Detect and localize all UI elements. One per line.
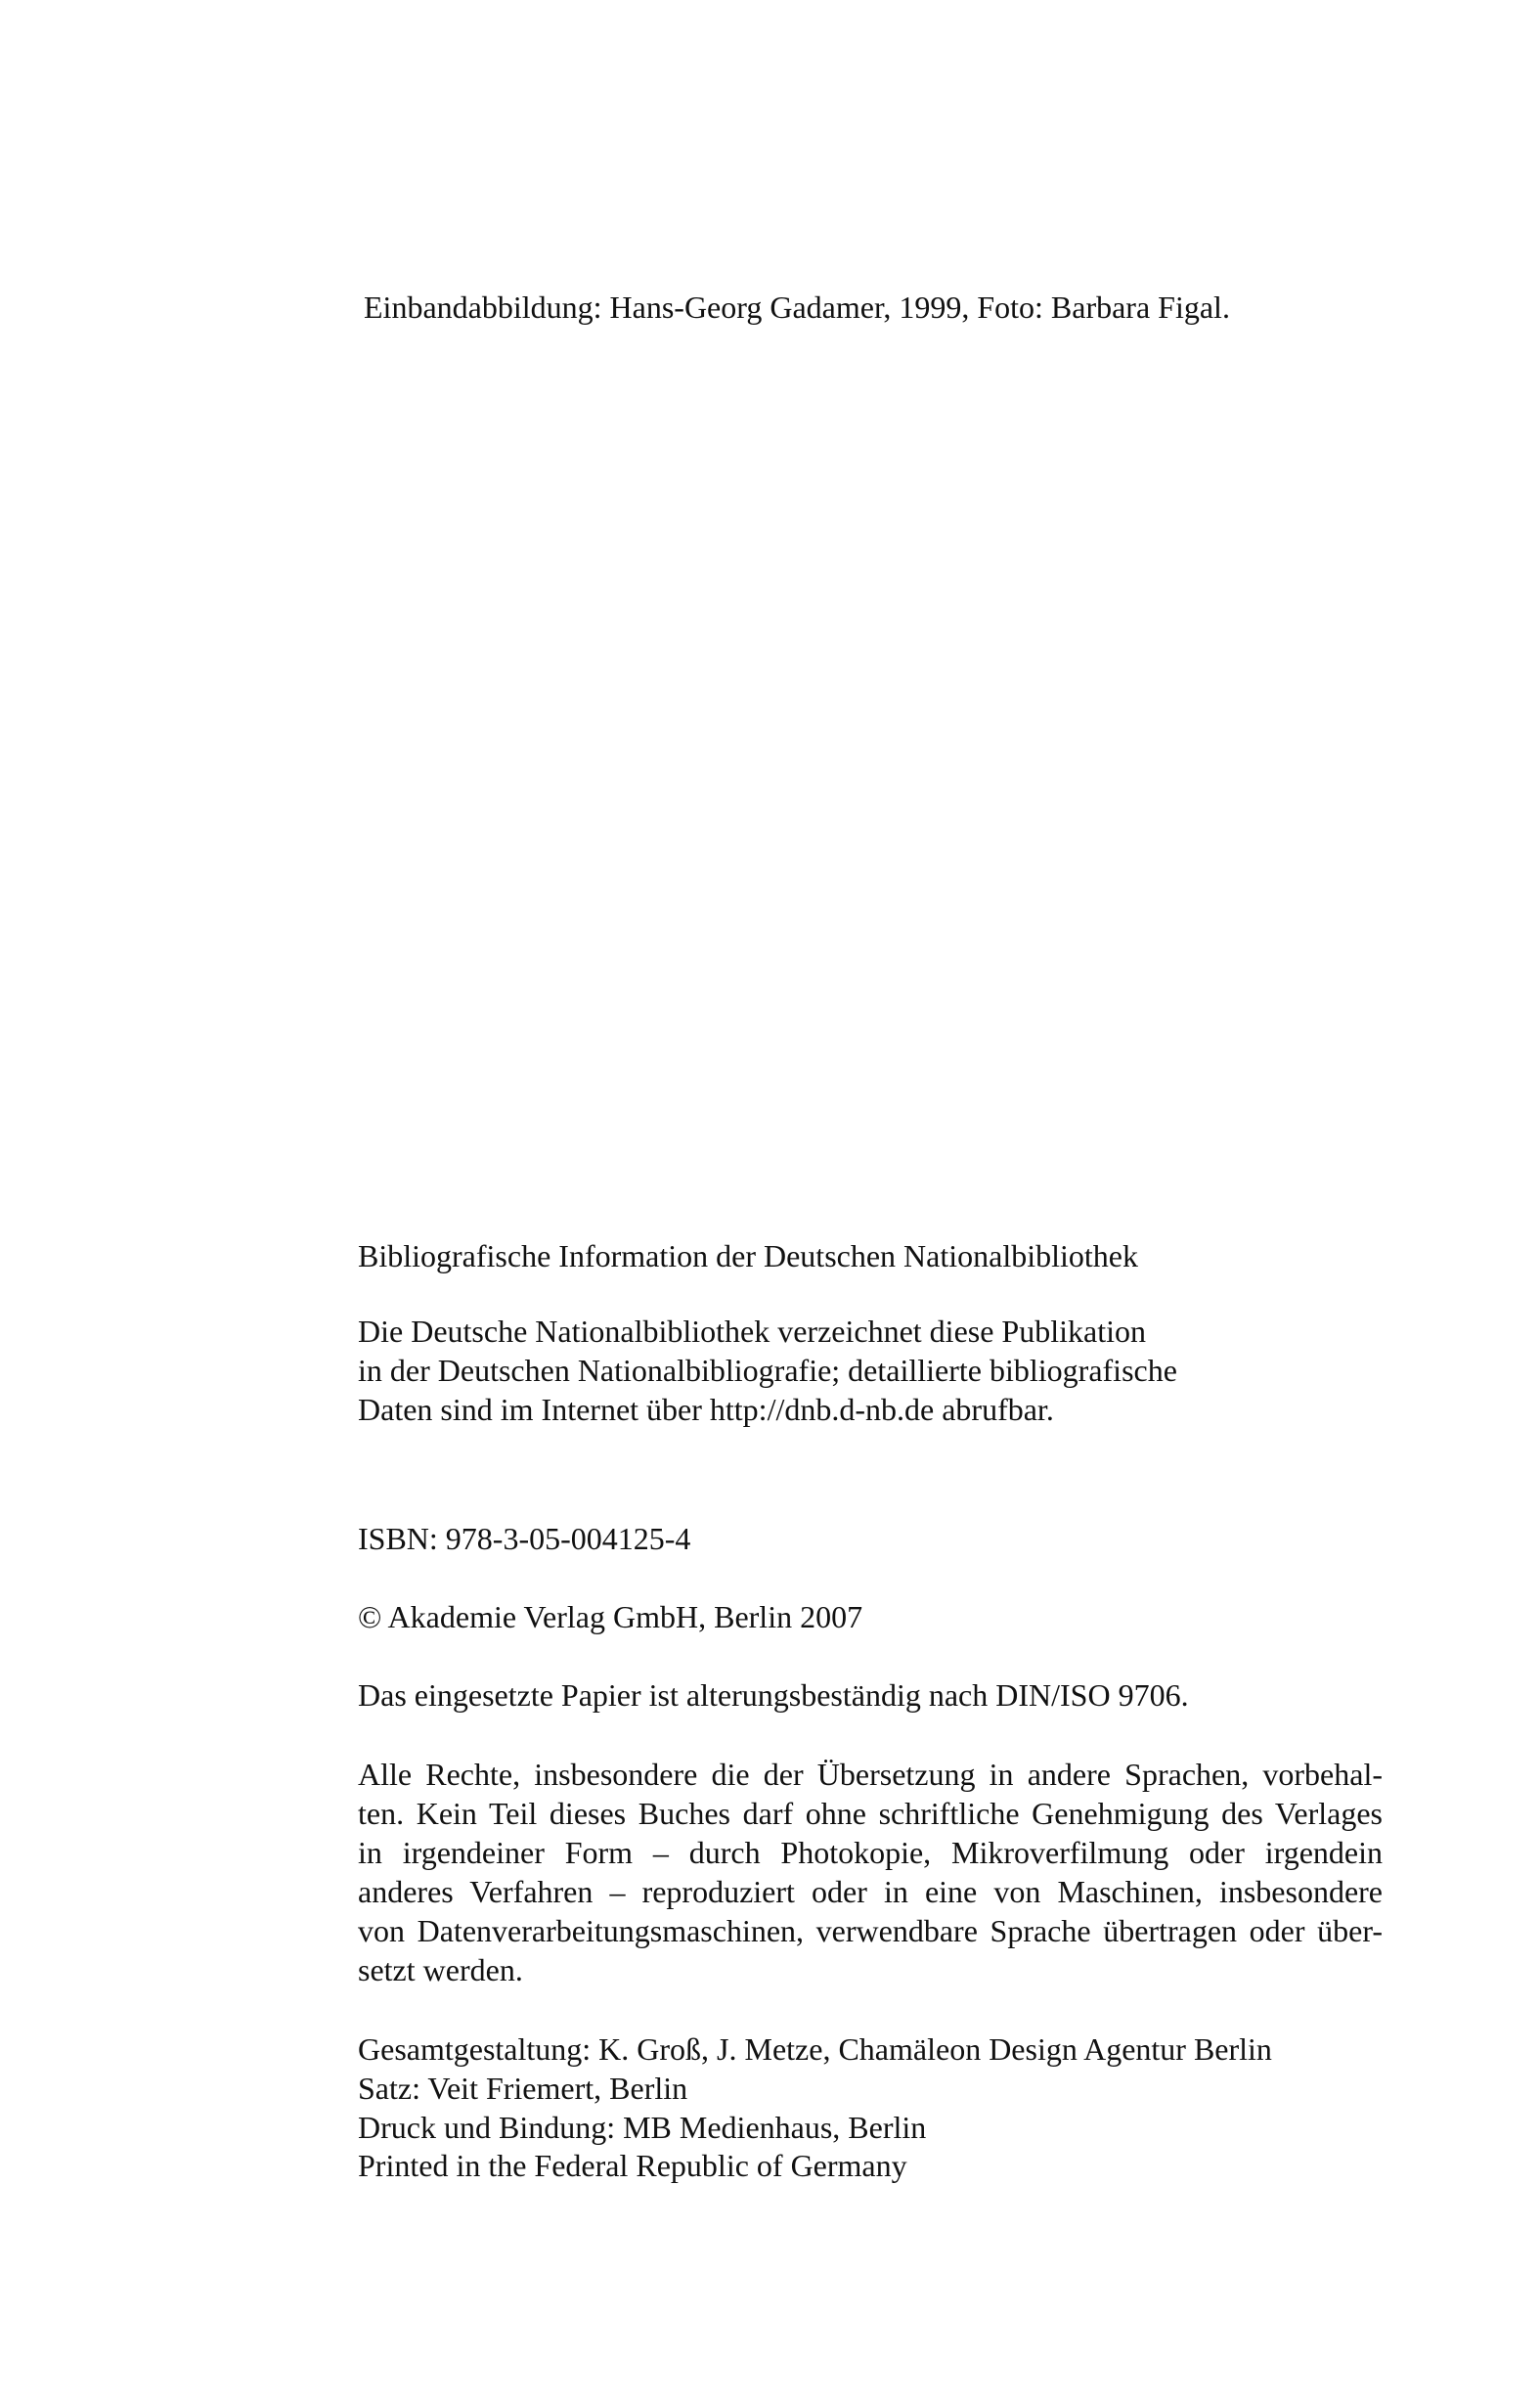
paper-note: Das eingesetzte Papier ist alterungsbeständig nach DIN/ISO 9706. bbox=[358, 1677, 1189, 1713]
rights-line: anderes Verfahren – reproduziert oder in eine von Maschinen, insbesondere bbox=[358, 1874, 1383, 1909]
bibliographic-info-heading: Bibliografische Information der Deutschen Nationalbibliothek bbox=[358, 1238, 1138, 1273]
bibliographic-line: Daten sind im Internet über http://dnb.d-nb.de abrufbar. bbox=[358, 1392, 1054, 1427]
bibliographic-line: in der Deutschen Nationalbibliografie; detaillierte bibliografische bbox=[358, 1353, 1177, 1388]
printing-credit: Druck und Bindung: MB Medienhaus, Berlin bbox=[358, 2110, 927, 2145]
rights-notice bbox=[358, 1755, 1383, 1989]
isbn: ISBN: 978-3-05-004125-4 bbox=[358, 1521, 691, 1556]
rights-line: setzt werden. bbox=[358, 1952, 523, 1987]
copyright-notice: © Akademie Verlag GmbH, Berlin 2007 bbox=[358, 1599, 863, 1634]
rights-line: Alle Rechte, insbesondere die der Übersetzung in andere Sprachen, vorbehal- bbox=[358, 1757, 1383, 1792]
rights-line: ten. Kein Teil dieses Buches darf ohne schriftliche Genehmigung des Verlages bbox=[358, 1796, 1383, 1831]
design-credit: Gesamtgestaltung: K. Groß, J. Metze, Chamäleon Design Agentur Berlin bbox=[358, 2031, 1272, 2067]
bibliographic-line: Die Deutsche Nationalbibliothek verzeichnet diese Publikation bbox=[358, 1314, 1146, 1349]
printed-in-notice: Printed in the Federal Republic of Germany bbox=[358, 2148, 907, 2183]
cover-illustration-caption: Einbandabbildung: Hans-Georg Gadamer, 1999, Foto: Barbara Figal. bbox=[364, 290, 1230, 325]
production-credits bbox=[358, 2029, 1272, 2147]
rights-line: in irgendeiner Form – durch Photokopie, Mikroverfilmung oder irgendein bbox=[358, 1835, 1383, 1870]
typesetting-credit: Satz: Veit Friemert, Berlin bbox=[358, 2071, 688, 2106]
bibliographic-info-text bbox=[358, 1312, 1177, 1429]
rights-line: von Datenverarbeitungsmaschinen, verwendbare Sprache übertragen oder über- bbox=[358, 1913, 1383, 1948]
